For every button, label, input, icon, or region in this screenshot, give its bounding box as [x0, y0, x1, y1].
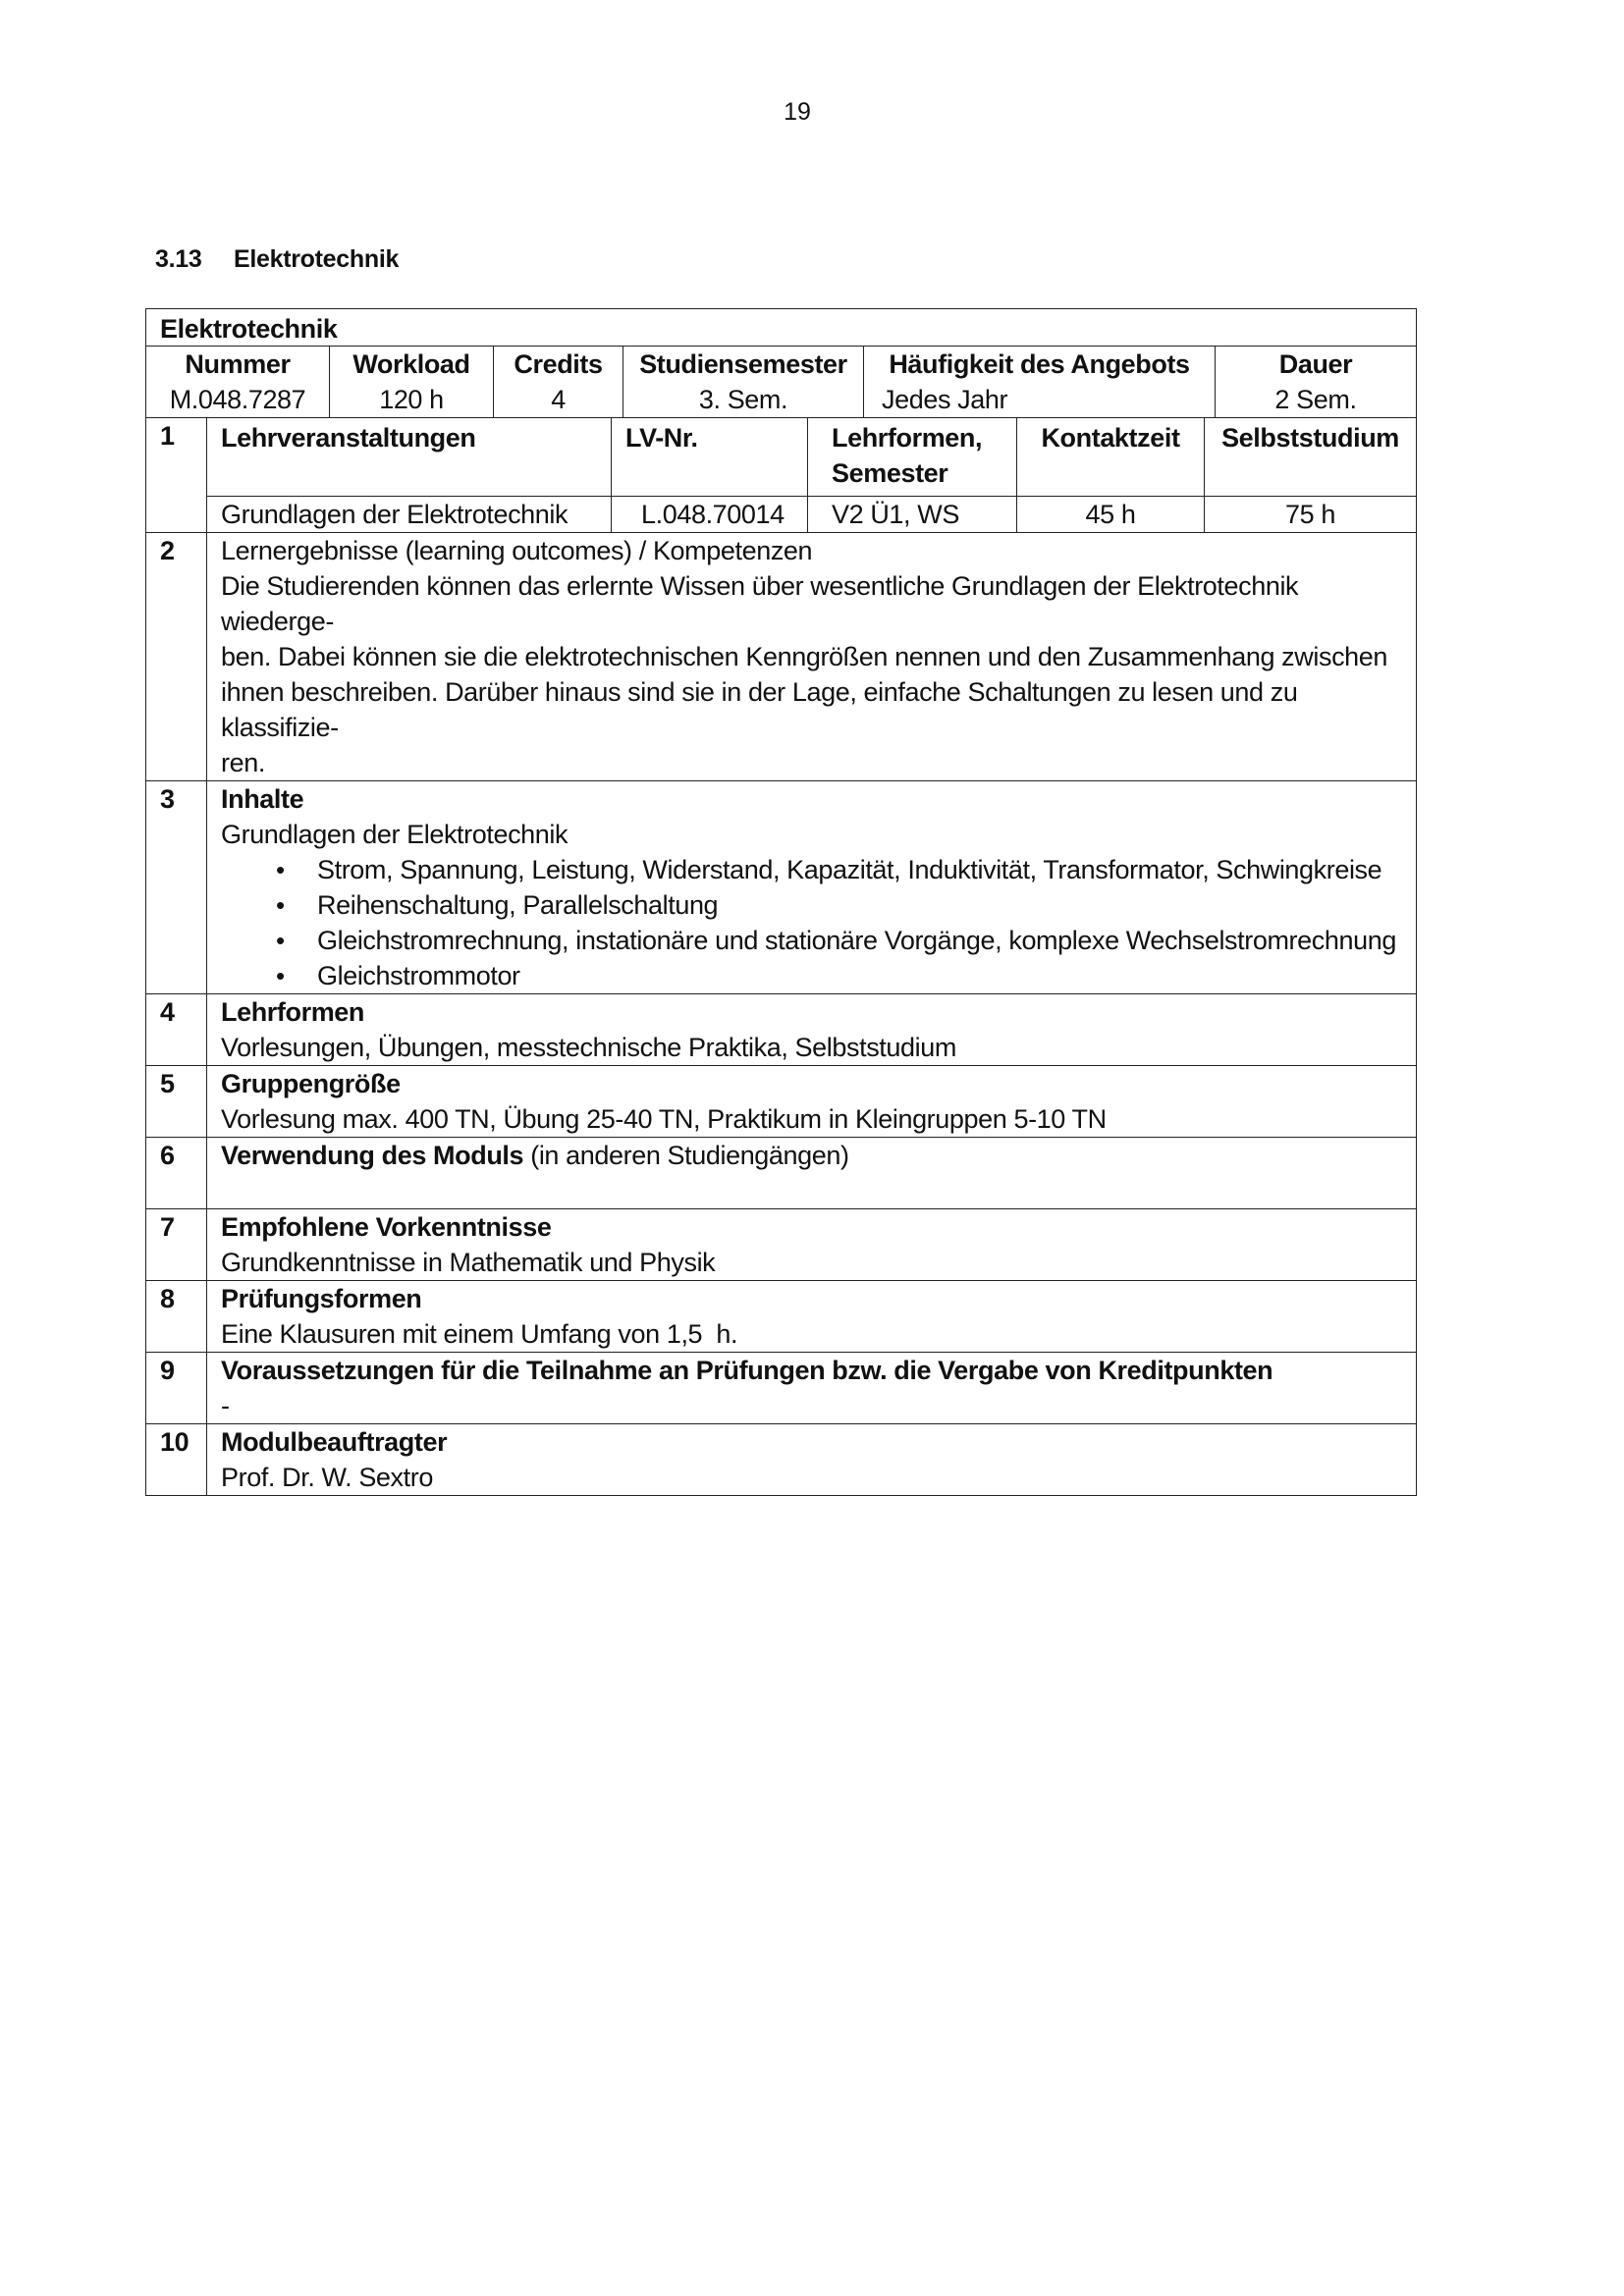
row-number: 2 — [146, 533, 207, 780]
row-number: 8 — [146, 1281, 207, 1352]
module-row-2 — [146, 533, 1416, 781]
row-text: Grundkenntnisse in Mathematik und Physik — [221, 1248, 716, 1277]
content-list — [221, 852, 1402, 993]
row-title: Empfohlene Vorkenntnisse — [221, 1212, 552, 1242]
row-number: 6 — [146, 1138, 207, 1208]
row-text: - — [221, 1391, 230, 1420]
header-selbststudium: Selbststudium — [1221, 423, 1399, 453]
row-title: Lehrformen — [221, 997, 365, 1027]
module-meta-row — [146, 347, 1416, 418]
module-row-8 — [146, 1281, 1416, 1353]
header-lehrformen: Lehrformen, Semester — [808, 418, 1017, 496]
module-row-3 — [146, 781, 1416, 994]
course-lv-nr: L.048.70014 — [612, 497, 808, 532]
row-title: Gruppengröße — [221, 1069, 401, 1098]
meta-haeufigkeit: Häufigkeit des Angebots Jedes Jahr — [864, 347, 1216, 417]
row-subtitle: Grundlagen der Elektrotechnik — [221, 820, 568, 849]
row-text-line: ren. — [221, 748, 265, 777]
module-row-6 — [146, 1138, 1416, 1209]
module-row-4 — [146, 994, 1416, 1066]
module-row-9 — [146, 1353, 1416, 1424]
row-number: 4 — [146, 994, 207, 1065]
row-text-line: ben. Dabei können sie die elektrotechnischen Kenngrößen nennen und den Zusammenhang zwischen — [221, 642, 1388, 671]
list-item: • Gleichstromrechnung, instationäre und stationäre Vorgänge, komplexe Wechselstromrechnung — [317, 923, 1402, 958]
row-text-line: Die Studierenden können das erlernte Wissen über wesentliche Grundlagen der Elektrotechnik wiederge- — [221, 571, 1299, 636]
row-title: Verwendung des Moduls (in anderen Studiengängen) — [221, 1141, 849, 1170]
row-title: Modulbeauftragter — [221, 1427, 448, 1457]
row-number: 9 — [146, 1353, 207, 1423]
list-item: • Strom, Spannung, Leistung, Widerstand, Kapazität, Induktivität, Transformator, Schwingkreise — [317, 852, 1402, 887]
row-number: 5 — [146, 1066, 207, 1137]
header-lehrveranstaltungen: Lehrveranstaltungen — [207, 418, 612, 496]
page-number: 19 — [784, 98, 811, 126]
row-title: Prüfungsformen — [221, 1284, 422, 1313]
row-text: Vorlesung max. 400 TN, Übung 25-40 TN, Praktikum in Kleingruppen 5-10 TN — [221, 1104, 1107, 1134]
module-title: Elektrotechnik — [146, 309, 1416, 347]
module-row-7 — [146, 1209, 1416, 1281]
course-kontaktzeit: 45 h — [1017, 497, 1205, 532]
row-text — [221, 1173, 1402, 1208]
course-lehrformen: V2 Ü1, WS — [808, 497, 1017, 532]
row-text-line: ihnen beschreiben. Darüber hinaus sind sie in der Lage, einfache Schaltungen zu lesen und zu klassifizie- — [221, 677, 1298, 742]
row-number: 10 — [146, 1424, 207, 1495]
course-header — [207, 418, 1416, 497]
row-text: Prof. Dr. W. Sextro — [221, 1463, 433, 1492]
meta-nummer: Nummer M.048.7287 — [146, 347, 330, 417]
row-title: Lernergebnisse (learning outcomes) / Kompetenzen — [221, 536, 813, 565]
course-grid — [207, 418, 1416, 532]
meta-dauer: Dauer 2 Sem. — [1274, 349, 1357, 414]
row-number: 1 — [146, 418, 207, 532]
header-lv-nr: LV-Nr. — [612, 418, 808, 496]
header-kontaktzeit: Kontaktzeit — [1017, 418, 1205, 496]
course-line — [207, 497, 1416, 532]
meta-studiensemester: Studiensemester 3. Sem. — [623, 347, 864, 417]
section-heading — [155, 245, 399, 274]
course-selbststudium: 75 h — [1285, 500, 1335, 529]
meta-workload: Workload 120 h — [330, 347, 494, 417]
row-title: Voraussetzungen für die Teilnahme an Prüfungen bzw. die Vergabe von Kreditpunkten — [221, 1356, 1273, 1385]
row-number: 7 — [146, 1209, 207, 1280]
list-item: • Gleichstrommotor — [317, 958, 1402, 993]
course-name: Grundlagen der Elektrotechnik — [207, 497, 612, 532]
section-number: 3.13 — [155, 245, 202, 273]
row-text: Eine Klausuren mit einem Umfang von 1,5 h. — [221, 1319, 738, 1349]
module-table — [145, 308, 1417, 1496]
module-row-10 — [146, 1424, 1416, 1495]
list-item: • Reihenschaltung, Parallelschaltung — [317, 887, 1402, 923]
module-row-5 — [146, 1066, 1416, 1138]
row-text: Vorlesungen, Übungen, messtechnische Praktika, Selbststudium — [221, 1033, 956, 1062]
row-number: 3 — [146, 781, 207, 993]
meta-credits: Credits 4 — [494, 347, 623, 417]
section-title: Elektrotechnik — [234, 245, 400, 273]
module-row-1 — [146, 418, 1416, 533]
row-title: Inhalte — [221, 784, 304, 814]
